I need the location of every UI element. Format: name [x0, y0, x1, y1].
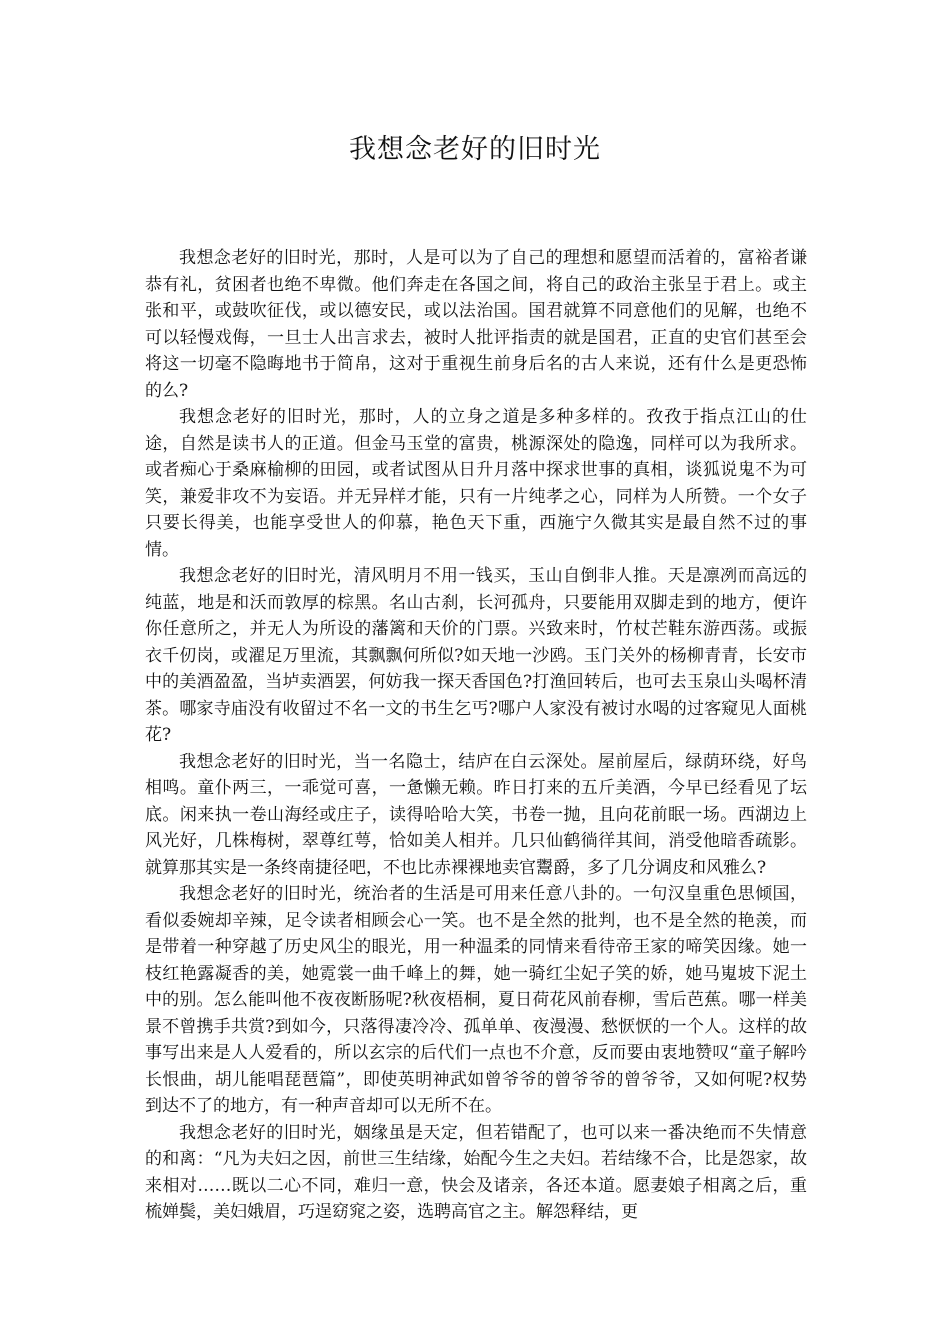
paragraph: 我想念老好的旧时光，姻缘虽是天定，但若错配了，也可以来一番决绝而不失情意的和离：“凡为夫妇之因，前世三生结缘，始配今生之夫妇。若结缘不合，比是怨家，故来相对……既以二心不同，难归一意，快会及诸亲，各还本道。愿妻娘子相离之后，重梳婵鬓，美妇娥眉，巧逞窈窕之姿，选聘高官之主。解怨释结，更 — [145, 1122, 807, 1222]
paragraph: 我想念老好的旧时光，当一名隐士，结庐在白云深处。屋前屋后，绿荫环绕，好鸟相鸣。童仆两三，一乖觉可喜，一惫懒无赖。昨日打来的五斤美酒，今早已经看见了坛底。闲来执一卷山海经或庄子，读得哈哈大笑，书卷一抛，且向花前眠一场。西湖边上风光好，几株梅树，翠尊红萼，恰如美人相并。几只仙鹤徜徉其间，消受他暗香疏影。就算那其实是一条终南捷径吧，不也比赤裸裸地卖官鬻爵，多了几分调皮和风雅么? — [145, 751, 807, 878]
paragraph: 我想念老好的旧时光，清风明月不用一钱买，玉山自倒非人推。天是凛冽而高远的纯蓝，地是和沃而敦厚的棕黑。名山古刹，长河孤舟，只要能用双脚走到的地方，便许你任意所之，并无人为所设的藩篱和天价的门票。兴致来时，竹杖芒鞋东游西荡。或振衣千仞岗，或濯足万里流，其飘飘何所似?如天地一沙鸥。玉门关外的杨柳青青，长安市中的美酒盈盈，当垆卖酒罢，何妨我一探天香国色?打渔回转后，也可去玉泉山头喝杯清茶。哪家寺庙没有收留过不名一文的书生乞丐?哪户人家没有被讨水喝的过客窥见人面桃花? — [145, 566, 807, 745]
paragraph: 我想念老好的旧时光，那时，人是可以为了自己的理想和愿望而活着的，富裕者谦恭有礼，贫困者也绝不卑微。他们奔走在各国之间，将自己的政治主张呈于君上。或主张和平，或鼓吹征伐，或以德安民，或以法治国。国君就算不同意他们的见解，也绝不可以轻慢戏侮，一旦士人出言求去，被时人批评指责的就是国君，正直的史官们甚至会将这一切毫不隐晦地书于简帛，这对于重视生前身后名的古人来说，还有什么是更恐怖的么? — [145, 248, 807, 401]
paragraph: 我想念老好的旧时光，那时，人的立身之道是多种多样的。孜孜于指点江山的仕途，自然是读书人的正道。但金马玉堂的富贵，桃源深处的隐逸，同样可以为我所求。或者痴心于桑麻榆柳的田园，或者试图从日升月落中探求世事的真相，谈狐说鬼不为可笑，兼爱非攻不为妄语。并无异样才能，只有一片纯孝之心，同样为人所赞。一个女子只要长得美，也能享受世人的仰慕，艳色天下重，西施宁久微其实是最自然不过的事情。 — [145, 407, 807, 560]
article-body — [145, 245, 807, 1226]
page-title: 我想念老好的旧时光 — [349, 134, 601, 165]
paragraph: 我想念老好的旧时光，统治者的生活是可用来任意八卦的。一句汉皇重色思倾国，看似委婉却辛辣，足令读者相顾会心一笑。也不是全然的批判，也不是全然的艳羡，而是带着一种穿越了历史风尘的眼光，用一种温柔的同情来看待帝王家的啼笑因缘。她一枝红艳露凝香的美，她霓裳一曲千峰上的舞，她一骑红尘妃子笑的娇，她马嵬坡下泥土中的别。怎么能叫他不夜夜断肠呢?秋夜梧桐，夏日荷花风前春柳，雪后芭蕉。哪一样美景不曾携手共赏?到如今，只落得凄冷冷、孤单单、夜漫漫、愁恹恹的一个人。这样的故事写出来是人人爱看的，所以玄宗的后代们一点也不介意，反而要由衷地赞叹“童子解吟长恨曲，胡儿能唱琵琶篇”，即使英明神武如曾爷爷的曾爷爷的曾爷爷，又如何呢?权势到达不了的地方，有一种声音却可以无所不在。 — [145, 884, 807, 1116]
